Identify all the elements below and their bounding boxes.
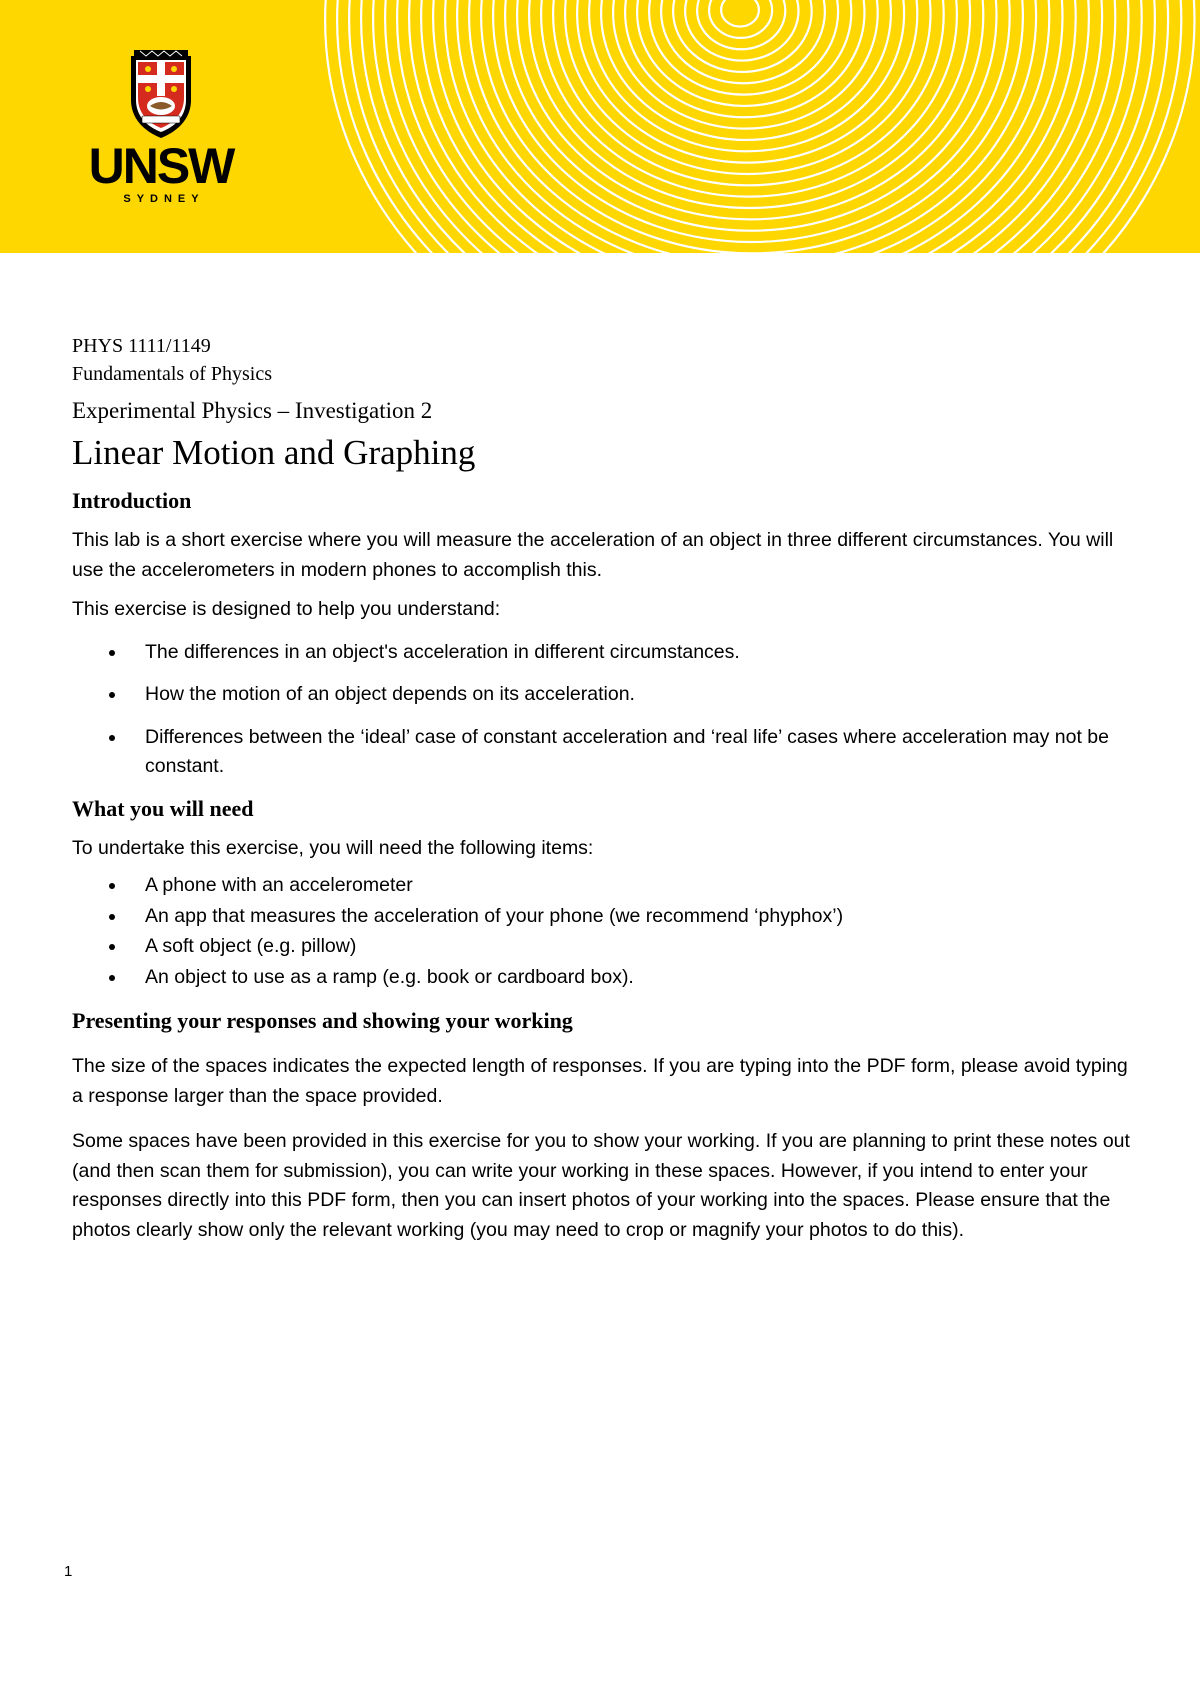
list-item: A phone with an accelerometer — [72, 871, 1132, 901]
decorative-ring — [421, 0, 1089, 253]
decorative-ring — [649, 0, 838, 95]
decorative-ring — [373, 0, 1142, 253]
decorative-ring — [433, 0, 1076, 253]
document-body — [72, 332, 1132, 1245]
course-code: PHYS 1111/1149 — [72, 335, 211, 357]
decorative-ring — [337, 0, 1181, 253]
decorative-ring — [529, 0, 970, 208]
introduction-heading: Introduction — [72, 488, 192, 513]
introduction-lead-in: This exercise is designed to help you understand: — [72, 598, 501, 620]
equipment-list — [72, 871, 1132, 992]
what-you-will-need-heading: What you will need — [72, 795, 254, 821]
presenting-paragraph-1: The size of the spaces indicates the expected length of responses. If you are typing into the PDF form, please avoid typing a response larger than the space provided. — [72, 1055, 1128, 1107]
header-band — [0, 0, 1200, 253]
decorative-ring — [385, 0, 1128, 253]
list-item: An object to use as a ramp (e.g. book or cardboard box). — [72, 963, 1132, 993]
list-item: The differences in an object's acceleration in different circumstances. — [72, 638, 1132, 668]
unsw-wordmark: UNSW — [88, 138, 234, 194]
decorative-ring — [721, 0, 759, 27]
introduction-paragraph: This lab is a short exercise where you will measure the acceleration of an object in three different circumstances. You will use the accelerometers in modern phones to accomplish this. — [72, 529, 1114, 581]
decorative-ring — [709, 0, 772, 38]
decorative-ring — [637, 0, 851, 106]
page-number: 1 — [64, 1563, 73, 1580]
sydney-wordmark: SYDNEY — [123, 193, 205, 205]
what-you-will-need-paragraph: To undertake this exercise, you will need the following items: — [72, 836, 594, 859]
list-item: How the motion of an object depends on its acceleration. — [72, 680, 1132, 710]
decorative-ring — [541, 0, 957, 197]
investigation-subtitle: Experimental Physics – Investigation 2 — [72, 398, 433, 423]
presenting-paragraph-2: Some spaces have been provided in this exercise for you to show your working. If you are planning to print these notes out (and then scan them for submission), you can write your working in these spaces. However, if you intend to enter your responses directly into this PDF form, then you can insert photos of your working into the spaces. Please ensure that the photos clearly show only the relevant working (you may need to crop or magnify your photos to do this). — [72, 1130, 1130, 1241]
unsw-logo — [86, 50, 236, 205]
presenting-responses-heading: Presenting your responses and showing your working — [72, 1008, 573, 1033]
list-item: Differences between the ‘ideal’ case of constant acceleration and ‘real life’ cases where acceleration may not be constant. — [72, 723, 1132, 782]
unsw-crest-icon — [128, 50, 194, 140]
page-title: Linear Motion and Graphing — [72, 433, 476, 472]
decorative-ring — [553, 0, 944, 185]
list-item: A soft object (e.g. pillow) — [72, 932, 1132, 962]
course-name: Fundamentals of Physics — [72, 363, 272, 385]
decorative-ring — [445, 0, 1062, 253]
learning-goals-list — [72, 638, 1132, 782]
list-item: An app that measures the acceleration of your phone (we recommend ‘phyphox’) — [72, 902, 1132, 932]
